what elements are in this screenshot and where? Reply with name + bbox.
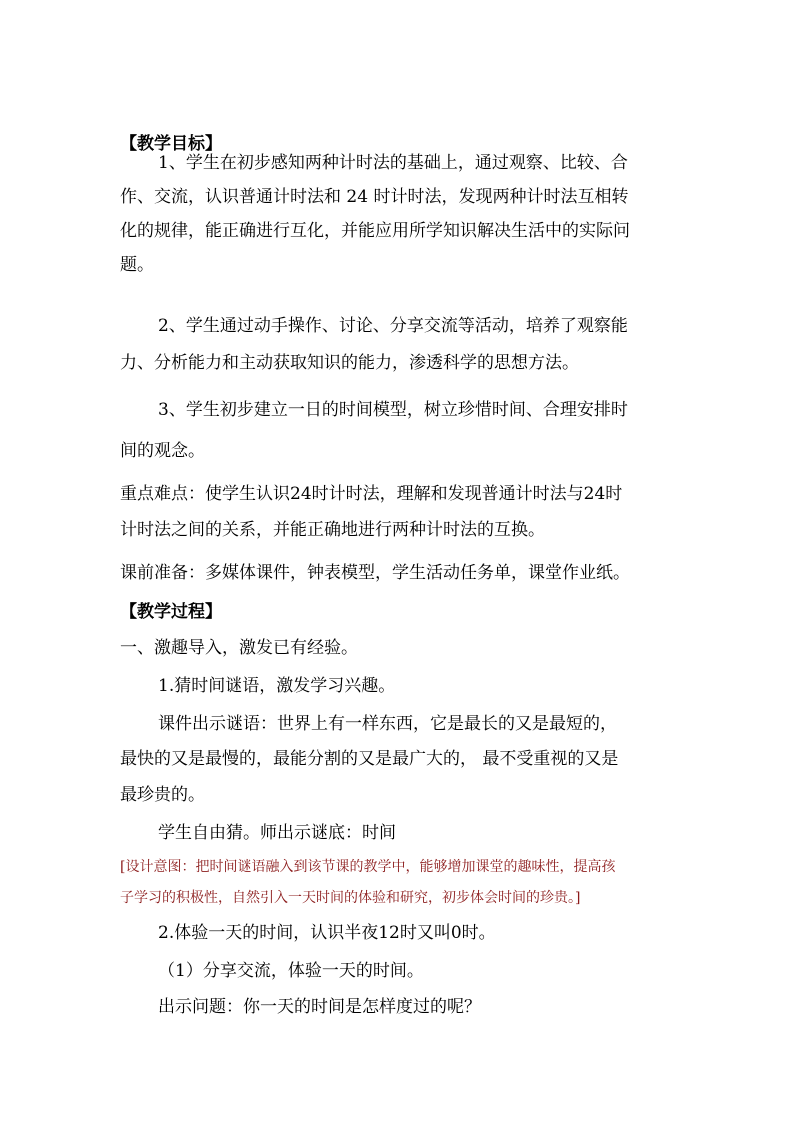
section-heading-goals: 【教学目标】 bbox=[120, 134, 222, 154]
process-section-1: 一、激趣导入，激发已有经验。 bbox=[120, 638, 358, 658]
key-points-line-2: 计时法之间的关系，并能正确地进行两种计时法的互换。 bbox=[120, 520, 545, 540]
section-heading-process: 【教学过程】 bbox=[120, 602, 222, 622]
design-note-line-1: [设计意图：把时间谜语融入到该节课的教学中，能够增加课堂的趣味性，提高孩 bbox=[120, 859, 616, 875]
riddle-line-1: 课件出示谜语：世界上有一样东西，它是最长的又是最短的， bbox=[158, 714, 617, 734]
goal-1-line-1: 1、学生在初步感知两种计时法的基础上，通过观察、比较、合 bbox=[158, 153, 628, 173]
process-question: 出示问题：你一天的时间是怎样度过的呢？ bbox=[158, 997, 481, 1017]
design-note-line-2: 子学习的积极性，自然引入一天时间的体验和研究，初步体会时间的珍贵。] bbox=[120, 890, 581, 906]
riddle-answer: 学生自由猜。师出示谜底：时间 bbox=[158, 823, 396, 843]
goal-3-line-1: 3、学生初步建立一日的时间模型，树立珍惜时间、合理安排时 bbox=[158, 400, 628, 420]
key-points-line-1: 重点难点：使学生认识24时计时法，理解和发现普通计时法与24时 bbox=[120, 484, 623, 504]
preparation-line: 课前准备：多媒体课件，钟表模型，学生活动任务单，课堂作业纸。 bbox=[120, 563, 630, 583]
goal-2-line-2: 力、分析能力和主动获取知识的能力，渗透科学的思想方法。 bbox=[120, 353, 579, 373]
riddle-line-2: 最快的又是最慢的，最能分割的又是最广大的， 最不受重视的又是 bbox=[120, 749, 619, 769]
process-substep-1: （1）分享交流，体验一天的时间。 bbox=[158, 961, 424, 981]
goal-1-line-4: 题。 bbox=[120, 255, 154, 275]
riddle-line-3: 最珍贵的。 bbox=[120, 785, 205, 805]
process-step-2: 2.体验一天的时间，认识半夜12时又叫0时。 bbox=[158, 923, 496, 943]
goal-1-line-3: 化的规律，能正确进行互化，并能应用所学知识解决生活中的实际问 bbox=[120, 221, 630, 241]
process-step-1: 1.猜时间谜语，激发学习兴趣。 bbox=[158, 676, 396, 696]
goal-3-line-2: 间的观念。 bbox=[120, 441, 205, 461]
goal-1-line-2: 作、交流，认识普通计时法和 24 时计时法，发现两种计时法互相转 bbox=[120, 187, 629, 207]
goal-2-line-1: 2、学生通过动手操作、讨论、分享交流等活动，培养了观察能 bbox=[158, 316, 628, 336]
